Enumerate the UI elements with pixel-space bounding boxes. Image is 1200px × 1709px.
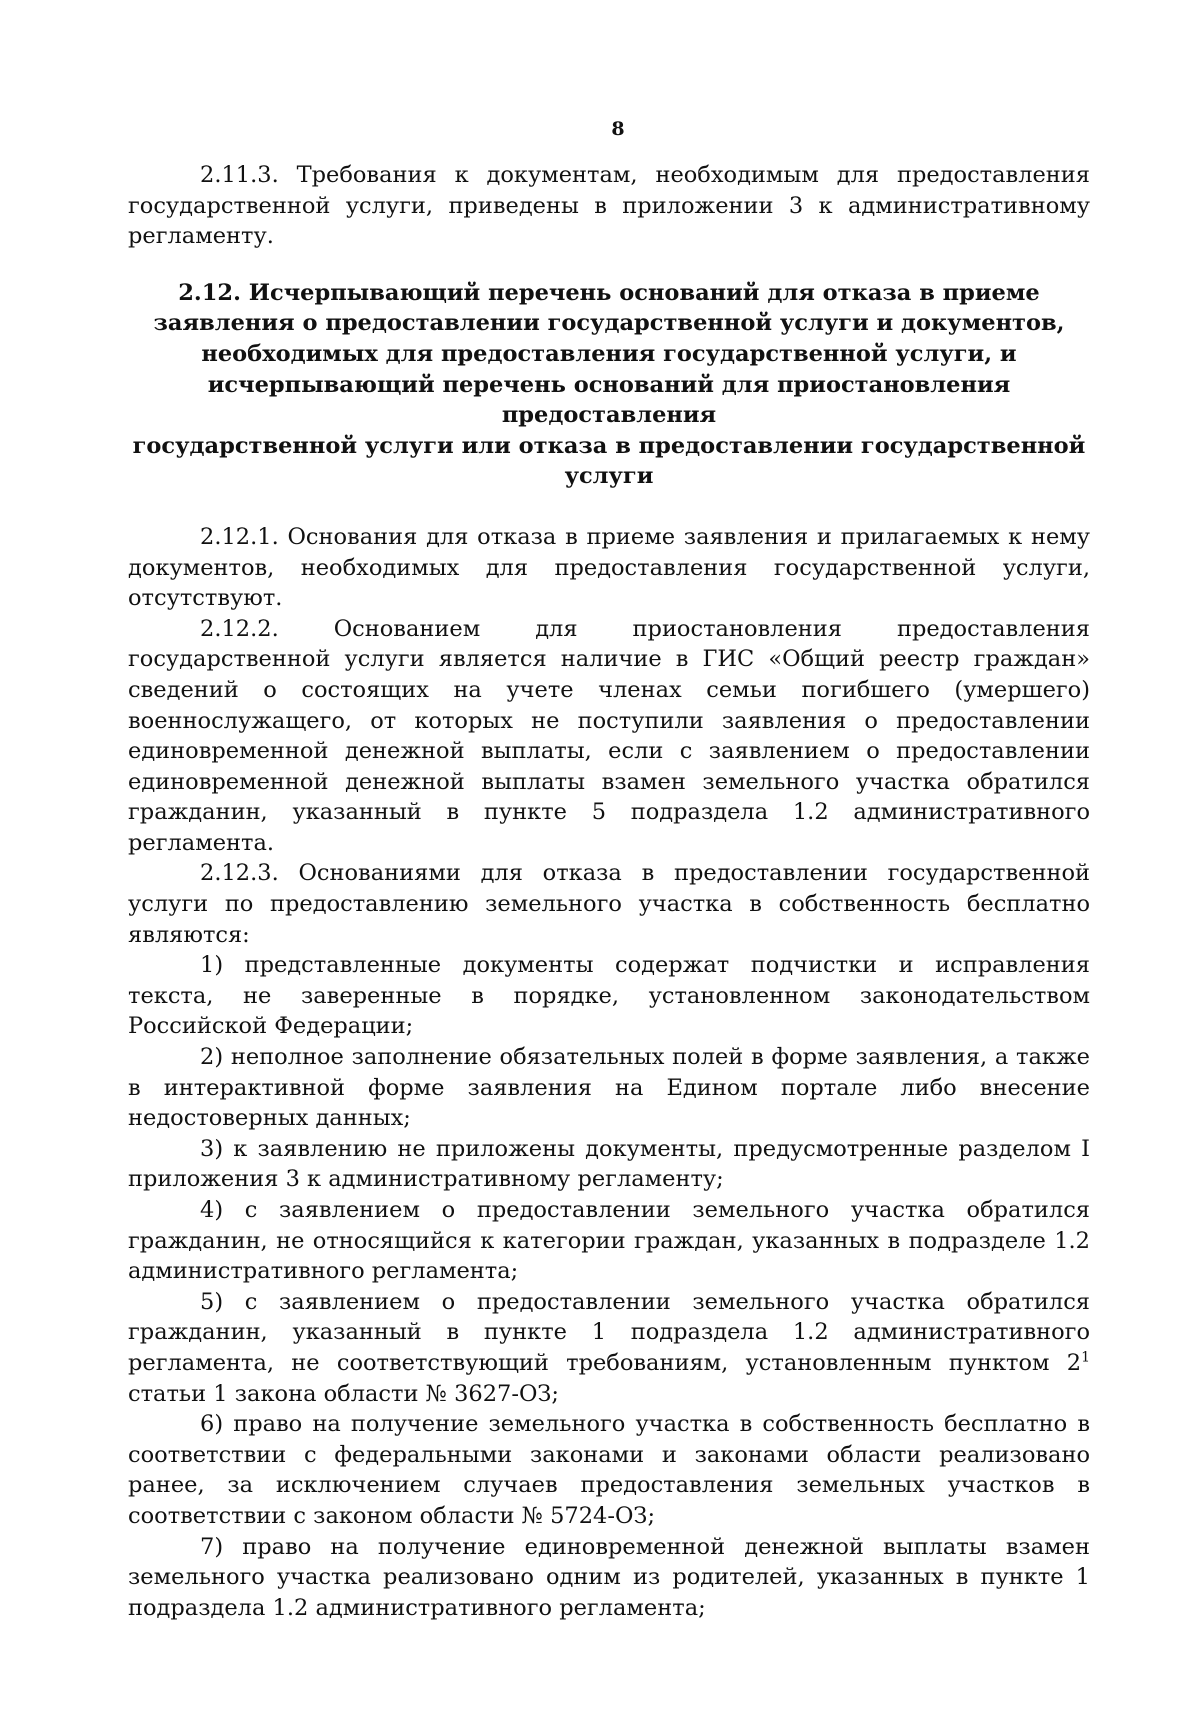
section-heading-2-12 (128, 278, 1090, 492)
list-item-2: 2) неполное заполнение обязательных полей в форме заявления, а также в интерактивной форме заявления на Едином портале либо внесение недостоверных данных; (128, 1044, 1090, 1132)
superscript: 1 (1081, 1349, 1090, 1366)
list-item-5-text: 5) с заявлением о предоставлении земельного участка обратился гражданин, указанный в пункте 1 подраздела 1.2 административного регламента, не соответствующий требованиям, установленным пунктом 2 (128, 1288, 1090, 1376)
paragraph-2-12-3: 2.12.3. Основаниями для отказа в предоставлении государственной услуги по предоставлению земельного участка в собственность бесплатно являются: (128, 860, 1090, 948)
heading-line: 2.12. Исчерпывающий перечень оснований для отказа в приеме (178, 279, 1040, 306)
list-item-7: 7) право на получение единовременной денежной выплаты взамен земельного участка реализовано одним из родителей, указанных в пункте 1 подраздела 1.2 административного регламента; (128, 1533, 1090, 1621)
paragraph-2-12-2: 2.12.2. Основанием для приостановления предоставления государственной услуги является наличие в ГИС «Общий реестр граждан» сведений о состоящих на учете членах семьи погибшего (умершего) военнослужащего, от которых не поступили заявления о предоставлении единовременной денежной выплаты, если с заявлением о предоставлении единовременной денежной выплаты взамен земельного участка обратился гражданин, указанный в пункте 5 подраздела 1.2 административного регламента. (128, 615, 1090, 856)
page-number: 8 (611, 118, 625, 140)
heading-line: государственной услуги или отказа в предоставлении государственной (132, 432, 1086, 459)
heading-line: необходимых для предоставления государственной услуги, и (201, 340, 1017, 367)
paragraph-2-12-1: 2.12.1. Основания для отказа в приеме заявления и прилагаемых к нему документов, необходимых для предоставления государственной услуги, отсутствуют. (128, 523, 1090, 612)
list-item-5 (128, 1287, 1090, 1409)
heading-line: услуги (564, 463, 654, 490)
heading-line: заявления о предоставлении государственной услуги и документов, (153, 310, 1065, 337)
heading-line: исчерпывающий перечень оснований для приостановления предоставления (207, 371, 1011, 429)
list-item-1: 1) представленные документы содержат подчистки и исправления текста, не заверенные в порядке, установленном законодательством Российской Федерации; (128, 952, 1090, 1040)
document-body (128, 160, 1090, 1623)
list-item-5-text-end: статьи 1 закона области № 3627-ОЗ; (128, 1380, 559, 1407)
list-item-4: 4) с заявлением о предоставлении земельного участка обратился гражданин, не относящийся к категории граждан, указанных в подразделе 1.2 административного регламента; (128, 1197, 1090, 1285)
paragraph-2-11-3: 2.11.3. Требования к документам, необходимым для предоставления государственной услуги, приведены в приложении 3 к административному регламенту. (128, 162, 1090, 250)
list-item-6: 6) право на получение земельного участка в собственность бесплатно в соответствии с федеральными законами и законами области реализовано ранее, за исключением случаев предоставления земельных участков в соответствии с законом области № 5724-ОЗ; (128, 1411, 1090, 1529)
list-item-3: 3) к заявлению не приложены документы, предусмотренные разделом I приложения 3 к административному регламенту; (128, 1135, 1090, 1193)
